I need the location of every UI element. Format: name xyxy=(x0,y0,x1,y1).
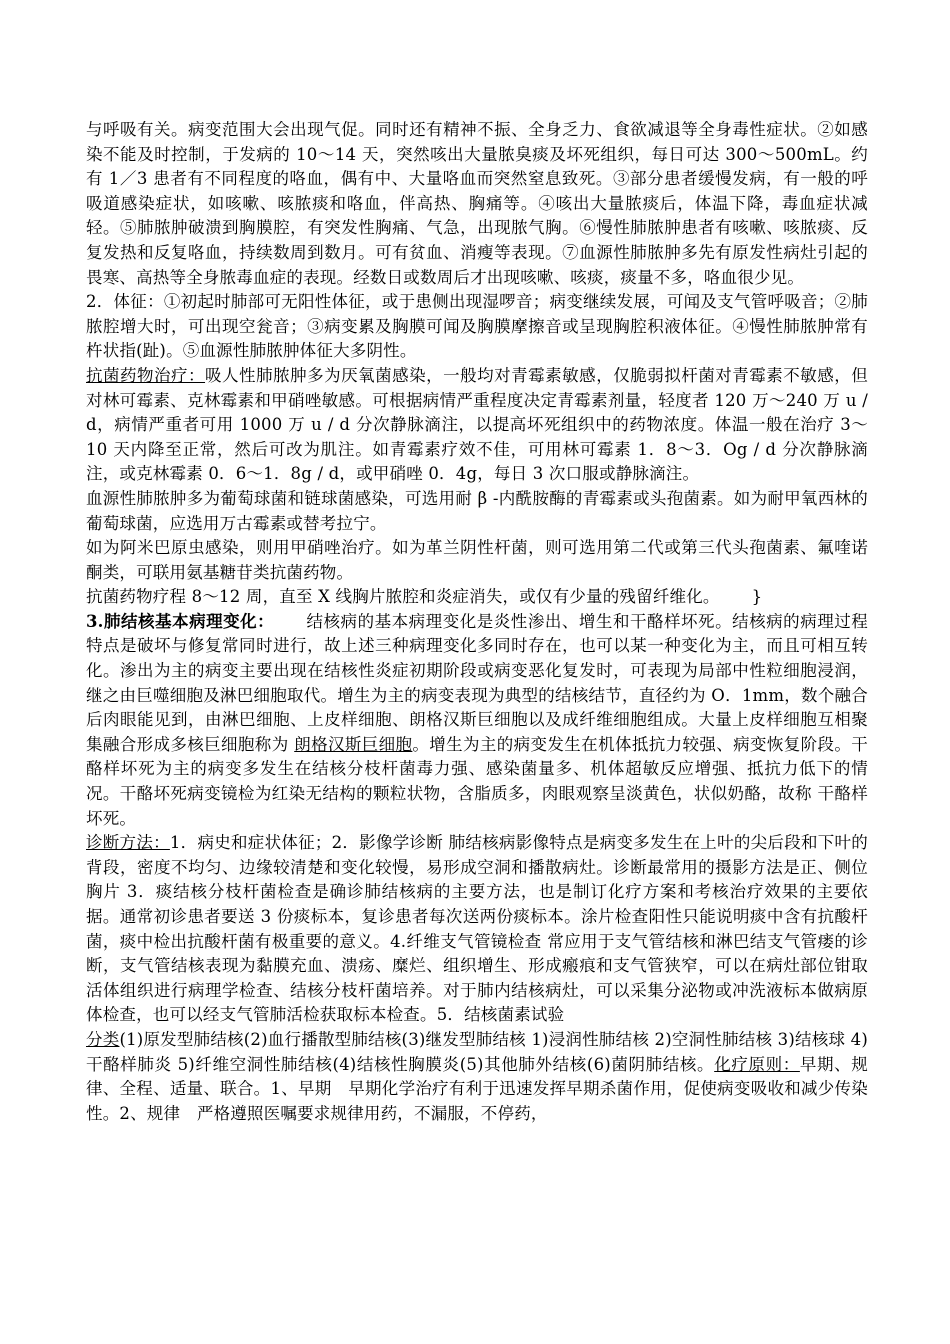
paragraph-course xyxy=(86,585,868,610)
diagnosis-text: 1．病史和症状体征；2．影像学诊断 肺结核病影像特点是病变多发生在上叶的尖后段和下叶的背段，密度不均匀、边缘较清楚和变化较慢，易形成空洞和播散病灶。诊断最常用的摄影方法是正、侧位胸片 3．痰结核分枝杆菌检查是确诊肺结核病的主要方法，也是制订化疗方案和考核治疗效果的主要依据。通常初诊患者要送 3 份痰标本，复诊患者每次送两份痰标本。涂片检查阳性只能说明痰中含有抗酸杆菌，痰中检出抗酸杆菌有极重要的意义。4.纤维支气管镜检查 常应用于支气管结核和淋巴结支气管瘘的诊断，支气管结核表现为黏膜充血、溃疡、糜烂、组织增生、形成瘢痕和支气管狭窄，可以在病灶部位钳取活体组织进行病理学检查、结核分枝杆菌培养。对于肺内结核病灶，可以采集分泌物或冲洗液标本做病原体检查，也可以经支气管肺活检获取标本检查。5．结核菌素试验 xyxy=(86,833,869,1025)
tb-pathology-text-b: 。增生为主的病变发生在机体抵抗力较强、病变恢复阶段。干酪样坏死为主的病变多发生在结核分枝杆菌毒力强、感染菌量多、机体超敏反应增强、抵抗力低下的情况。干酪坏死病变镜检为红染无结构的颗粒状物，含脂质多，肉眼观察呈淡黄色，状似奶酪，故称 干酪样坏死。 xyxy=(86,734,868,828)
antibiotic-therapy-heading: 抗菌药物治疗： xyxy=(86,365,206,385)
classification-text: (1)原发型肺结核(2)血行播散型肺结核(3)继发型肺结核 1)浸润性肺结核 2)空洞性肺结核 3)结核球 4)干酪样肺炎 5)纤维空洞性肺结核(4)结核性胸膜炎(5)其他肺外结核(6)菌阴肺结核。 xyxy=(86,1029,868,1074)
paragraph-antibiotic-therapy xyxy=(86,364,868,487)
tb-pathology-text-a: 结核病的基本病理变化是炎性渗出、增生和干酪样坏死。结核病的病理过程特点是破坏与修复常同时进行，故上述三种病理变化多同时存在，也可以某一种变化为主，而且可相互转化。渗出为主的病变主要出现在结核性炎症初期阶段或病变恶化复发时，可表现为局部中性粒细胞浸润，继之由巨噬细胞及淋巴细胞取代。增生为主的病变表现为典型的结核结节，直径约为 O．1mm，数个融合后肉眼能见到，由淋巴细胞、上皮样细胞、朗格汉斯巨细胞以及成纤维细胞组成。大量上皮样细胞互相聚集融合形成多核巨细胞称为 xyxy=(86,611,868,754)
paragraph-diagnosis xyxy=(86,831,868,1028)
tb-pathology-heading: 3.肺结核基本病理变化： xyxy=(86,611,275,631)
paragraph-symptoms: 与呼吸有关。病变范围大会出现气促。同时还有精神不振、全身乏力、食欲减退等全身毒性症状。②如感染不能及时控制，于发病的 10～14 天，突然咳出大量脓臭痰及坏死组织，每日可达 300～500mL。约有 1／3 患者有不同程度的咯血，偶有中、大量咯血而突然窒息致死。③部分患者缓慢发病，有一般的呼吸道感染症状，如咳嗽、咳脓痰和咯血，伴高热、胸痛等。④咳出大量脓痰后，体温下降，毒血症状减轻。⑤肺脓肿破溃到胸膜腔，有突发性胸痛、气急，出现脓气胸。⑥慢性肺脓肿患者有咳嗽、咳脓痰、反复发热和反复咯血，持续数周到数月。可有贫血、消瘦等表现。⑦血源性肺脓肿多先有原发性病灶引起的畏寒、高热等全身脓毒血症的表现。经数日或数周后才出现咳嗽、咳痰，痰量不多，咯血很少见。 xyxy=(86,120,868,287)
document-body xyxy=(86,118,868,1126)
classification-heading: 分类 xyxy=(86,1029,120,1049)
langhans-term: 朗格汉斯巨细胞 xyxy=(294,734,413,754)
paragraph-tb-pathology xyxy=(86,610,868,831)
chemotherapy-text: 早期、规律、全程、适量、联合。1、早期 早期化学治疗有利于迅速发挥早期杀菌作用，促使病变吸收和减少传染性。2、规律 严格遵照医嘱要求规律用药，不漏服，不停药， xyxy=(86,1054,869,1123)
paragraph-signs: 2．体征：①初起时肺部可无阳性体征，或于患侧出现湿啰音；病变继续发展，可闻及支气管呼吸音；②肺脓腔增大时，可出现空瓮音；③病变累及胸膜可闻及胸膜摩擦音或呈现胸腔积液体征。④慢性肺脓肿常有杵状指(趾)。⑤血源性肺脓肿体征大多阴性。 xyxy=(86,292,868,361)
course-text: 抗菌药物疗程 8～12 周，直至 X 线胸片脓腔和炎症消失，或仅有少量的残留纤维化。 xyxy=(86,587,720,607)
diagnosis-heading: 诊断方法： xyxy=(86,833,170,853)
chemotherapy-heading: 化疗原则： xyxy=(714,1054,800,1074)
stray-brace: } xyxy=(751,587,763,607)
paragraph-hematogenous: 血源性肺脓肿多为葡萄球菌和链球菌感染，可选用耐 β -内酰胺酶的青霉素或头孢菌素。如为耐甲氧西林的葡萄球菌，应选用万古霉素或替考拉宁。 xyxy=(86,488,868,533)
paragraph-amoeba: 如为阿米巴原虫感染，则用甲硝唑治疗。如为革兰阴性杆菌，则可选用第二代或第三代头孢菌素、氟喹诺酮类，可联用氨基糖苷类抗菌药物。 xyxy=(86,538,868,582)
antibiotic-therapy-text: 吸人性肺脓肿多为厌氧菌感染，一般均对青霉素敏感，仅脆弱拟杆菌对青霉素不敏感，但对林可霉素、克林霉素和甲硝唑敏感。可根据病情严重程度决定青霉素剂量，轻度者 120 万～240 万 u / d，病情严重者可用 1000 万 u / d 分次静脉滴注，以提高坏死组织中的药物浓度。体温一般在治疗 3～10 天内降至正常，然后可改为肌注。如青霉素疗效不佳，可用林可霉素 1．8～3．Og / d 分次静脉滴注，或克林霉素 0．6～1．8g / d，或甲硝唑 0．4g，每日 3 次口服或静脉滴注。 xyxy=(86,365,868,484)
paragraph-classification xyxy=(86,1028,868,1126)
